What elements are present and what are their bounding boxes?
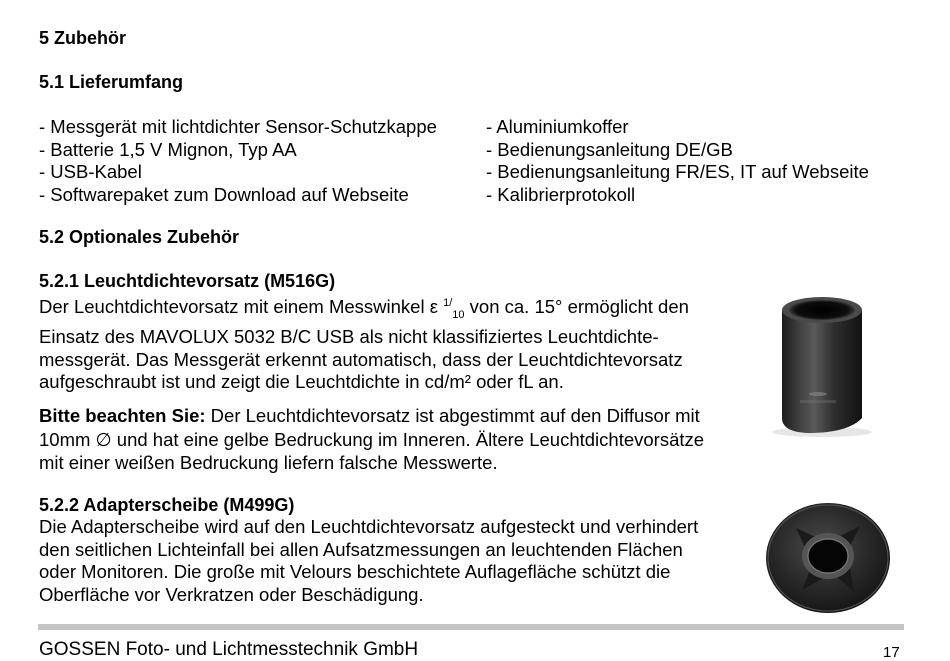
- delivery-list-right: [486, 116, 869, 206]
- list-item: - Aluminiumkoffer: [486, 116, 629, 137]
- adapter-disc-description: [39, 516, 698, 606]
- paragraph-line: [39, 404, 704, 428]
- page-number: 17: [883, 644, 900, 661]
- text-span: Der Leuchtdichtevorsatz ist abgestimmt auf den Diffusor mit: [205, 405, 700, 426]
- paragraph-line: [39, 292, 689, 326]
- paragraph-line: mit einer weißen Bedruckung liefern falsche Messwerte.: [39, 452, 498, 473]
- luminance-attachment-photo: [760, 290, 890, 440]
- delivery-list-left: [39, 116, 437, 206]
- luminance-attachment-description: [39, 292, 689, 394]
- paragraph-line: den seitlichen Lichteinfall bei allen Aufsatzmessungen an leuchtenden Flächen: [39, 538, 683, 560]
- paragraph-line: aufgeschraubt ist und zeigt die Leuchtdichte in cd/m² oder fL an.: [39, 371, 564, 393]
- paragraph-line: Oberfläche vor Verkratzen oder Beschädigung.: [39, 583, 424, 605]
- text-span: von ca. 15° ermöglicht den: [464, 296, 689, 318]
- adapter-disc-photo: [762, 500, 894, 620]
- list-item: - Bedienungsanleitung DE/GB: [486, 138, 733, 160]
- list-item: - Kalibrierprotokoll: [486, 183, 636, 205]
- list-item: - Batterie 1,5 V Mignon, Typ AA: [39, 138, 297, 160]
- section-heading-5-1: 5.1 Lieferumfang: [39, 72, 184, 92]
- paragraph-line: Die Adapterscheibe wird auf den Leuchtdichtevorsatz aufgesteckt und verhindert: [39, 516, 699, 537]
- footer-divider: [38, 624, 904, 630]
- footer-company-name: GOSSEN Foto- und Lichtmesstechnik GmbH: [39, 639, 419, 660]
- paragraph-line: 10mm ∅ und hat eine gelbe Bedruckung im Inneren. Ältere Leuchtdichtevorsätze: [39, 429, 705, 450]
- section-heading-5: 5 Zubehör: [39, 28, 127, 48]
- angle-fraction-numerator: 1/: [443, 297, 453, 309]
- section-heading-5-2-2: 5.2.2 Adapterscheibe (M499G): [39, 495, 295, 515]
- list-item: - Softwarepaket zum Download auf Webseite: [39, 183, 409, 205]
- list-item: - Bedienungsanleitung FR/ES, IT auf Webseite: [486, 161, 869, 182]
- angle-fraction-denominator: 10: [452, 308, 465, 321]
- section-heading-5-2-1: 5.2.1 Leuchtdichtevorsatz (M516G): [39, 271, 336, 291]
- paragraph-line: messgerät. Das Messgerät erkennt automatisch, dass der Leuchtdichtevorsatz: [39, 348, 683, 370]
- list-item: - USB-Kabel: [39, 161, 142, 182]
- paragraph-line: oder Monitoren. Die große mit Velours beschichtete Auflagefläche schützt die: [39, 561, 671, 582]
- note-label: Bitte beachten Sie:: [39, 405, 206, 426]
- paragraph-line: Einsatz des MAVOLUX 5032 B/C USB als nicht klassifiziertes Leuchtdichte-: [39, 326, 659, 348]
- section-heading-5-2: 5.2 Optionales Zubehör: [39, 227, 240, 247]
- list-item: - Messgerät mit lichtdichter Sensor-Schutzkappe: [39, 116, 437, 137]
- note-paragraph: [39, 404, 704, 474]
- text-span: Der Leuchtdichtevorsatz mit einem Messwinkel ε: [39, 296, 444, 318]
